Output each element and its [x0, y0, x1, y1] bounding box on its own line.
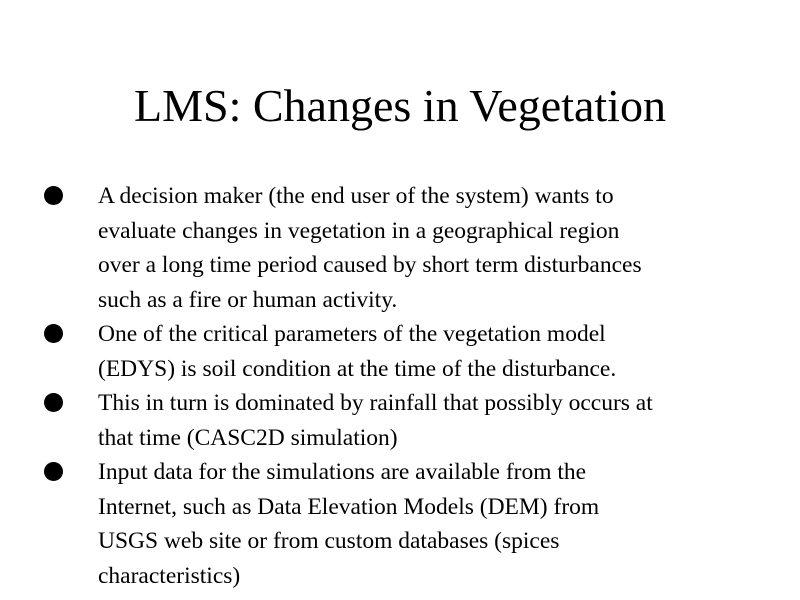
bullet-dot-icon — [44, 186, 63, 205]
bullet-item — [44, 317, 764, 386]
bullet-text-line: such as a fire or human activity. — [98, 286, 398, 313]
bullet-item — [44, 455, 764, 593]
bullet-text-line: USGS web site or from custom databases (spices — [98, 528, 560, 554]
bullet-item — [44, 386, 764, 455]
bullet-text-line: evaluate changes in vegetation in a geographical region — [98, 217, 620, 244]
bullet-item — [44, 179, 764, 317]
bullet-text-line: (EDYS) is soil condition at the time of the disturbance. — [98, 355, 617, 382]
bullet-text-line: One of the critical parameters of the vegetation model — [98, 321, 606, 347]
bullet-text-line: A decision maker (the end user of the system) wants to — [98, 183, 614, 209]
bullet-text-line: Input data for the simulations are available from the — [98, 459, 587, 485]
bullet-dot-icon — [44, 393, 63, 412]
bullet-list — [44, 179, 764, 593]
bullet-dot-icon — [44, 462, 63, 481]
bullet-text-line: characteristics) — [98, 562, 241, 589]
bullet-text-line: that time (CASC2D simulation) — [98, 424, 398, 451]
bullet-text-line: Internet, such as Data Elevation Models (DEM) from — [98, 493, 600, 520]
bullet-text-line: This in turn is dominated by rainfall that possibly occurs at — [98, 390, 653, 416]
slide-title: LMS: Changes in Vegetation — [134, 80, 666, 131]
bullet-dot-icon — [44, 324, 63, 343]
bullet-text-line: over a long time period caused by short term disturbances — [98, 252, 642, 278]
